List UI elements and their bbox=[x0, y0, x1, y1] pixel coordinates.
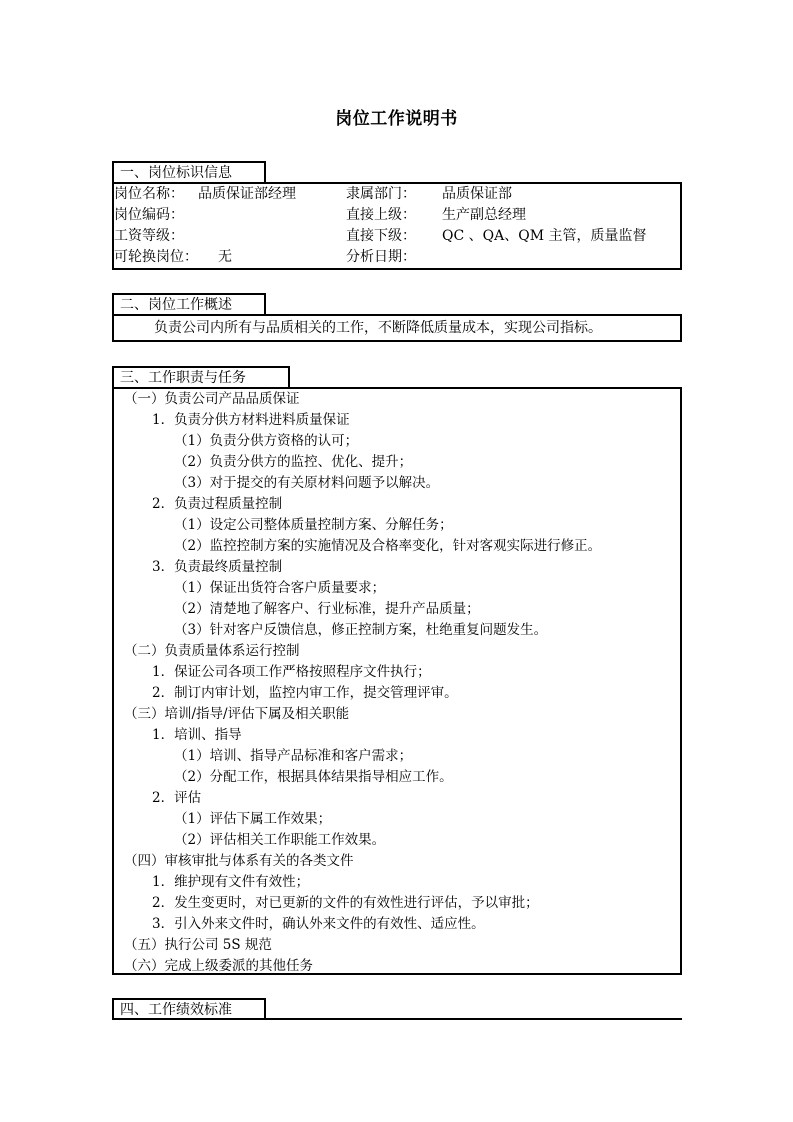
duty-line: （2）监控控制方案的实施情况及合格率变化，针对客观实际进行修正。 bbox=[174, 538, 602, 554]
department-label: 隶属部门： bbox=[346, 186, 416, 202]
salary-grade-label: 工资等级： bbox=[114, 228, 184, 244]
duties-box bbox=[112, 387, 682, 975]
info-row-title bbox=[114, 184, 680, 205]
section-4-header: 四、工作绩效标准 bbox=[112, 998, 266, 1019]
duty-line: （三）培训/指导/评估下属及相关职能 bbox=[124, 706, 350, 722]
duty-line: （3）对于提交的有关原材料问题予以解决。 bbox=[174, 475, 440, 491]
duty-line: 1．维护现有文件有效性； bbox=[152, 874, 310, 890]
info-row-rotation bbox=[114, 247, 680, 268]
duty-line: 3．引入外来文件时，确认外来文件的有效性、适应性。 bbox=[152, 916, 485, 932]
duty-line: 1．保证公司各项工作严格按照程序文件执行； bbox=[152, 664, 431, 680]
position-name-label: 岗位名称： bbox=[114, 186, 184, 202]
info-row-code bbox=[114, 205, 680, 226]
duty-line: （1）评估下属工作效果； bbox=[174, 811, 332, 827]
department-value: 品质保证部 bbox=[442, 186, 512, 202]
position-code-label: 岗位编码： bbox=[114, 207, 184, 223]
position-name-value: 品质保证部经理 bbox=[198, 186, 296, 202]
rotation-position-label: 可轮换岗位： bbox=[114, 249, 198, 265]
duty-line: （一）负责公司产品品质保证 bbox=[124, 391, 300, 407]
section-4-divider bbox=[112, 1018, 682, 1020]
duty-line: （五）执行公司 5S 规范 bbox=[124, 937, 272, 953]
duty-line: （1）保证出货符合客户质量要求； bbox=[174, 580, 386, 596]
duty-line: 2．发生变更时，对已更新的文件的有效性进行评估，予以审批； bbox=[152, 895, 539, 911]
duty-line: （2）评估相关工作职能工作效果。 bbox=[174, 832, 386, 848]
job-summary-box bbox=[112, 314, 682, 342]
duty-line: （1）设定公司整体质量控制方案、分解任务； bbox=[174, 517, 453, 533]
duty-line: （3）针对客户反馈信息，修正控制方案，杜绝重复问题发生。 bbox=[174, 622, 548, 638]
analysis-date-label: 分析日期： bbox=[346, 249, 416, 265]
duty-line: 1．培训、指导 bbox=[152, 727, 242, 743]
duty-line: 2．负责过程质量控制 bbox=[152, 496, 283, 512]
duty-line: （1）负责分供方资格的认可； bbox=[174, 433, 359, 449]
duty-line: （2）清楚地了解客户、行业标准，提升产品质量； bbox=[174, 601, 480, 617]
duty-line: （六）完成上级委派的其他任务 bbox=[124, 958, 313, 974]
direct-superior-value: 生产副总经理 bbox=[442, 207, 526, 223]
info-row-grade bbox=[114, 226, 680, 247]
section-1-header: 一、岗位标识信息 bbox=[112, 161, 266, 182]
section-2-header: 二、岗位工作概述 bbox=[112, 293, 266, 314]
duty-line: （2）分配工作，根据具体结果指导相应工作。 bbox=[174, 769, 453, 785]
direct-superior-label: 直接上级： bbox=[346, 207, 416, 223]
duty-line: （二）负责质量体系运行控制 bbox=[124, 643, 300, 659]
position-info-table bbox=[112, 182, 682, 270]
page-title: 岗位工作说明书 bbox=[335, 109, 458, 129]
direct-subordinate-value: QC 、QA、QM 主管，质量监督 bbox=[442, 228, 647, 244]
duty-line: （2）负责分供方的监控、优化、提升； bbox=[174, 454, 413, 470]
duty-line: 3．负责最终质量控制 bbox=[152, 559, 283, 575]
direct-subordinate-label: 直接下级： bbox=[346, 228, 416, 244]
section-3-header: 三、工作职责与任务 bbox=[112, 366, 290, 387]
duty-line: （四）审核审批与体系有关的各类文件 bbox=[124, 853, 354, 869]
rotation-position-value: 无 bbox=[218, 249, 232, 265]
duty-line: 2．评估 bbox=[152, 790, 202, 806]
job-summary-text: 负责公司内所有与品质相关的工作，不断降低质量成本，实现公司指标。 bbox=[154, 320, 602, 336]
duty-line: 1．负责分供方材料进料质量保证 bbox=[152, 412, 350, 428]
duty-line: 2．制订内审计划，监控内审工作，提交管理评审。 bbox=[152, 685, 458, 701]
duty-line: （1）培训、指导产品标准和客户需求； bbox=[174, 748, 413, 764]
